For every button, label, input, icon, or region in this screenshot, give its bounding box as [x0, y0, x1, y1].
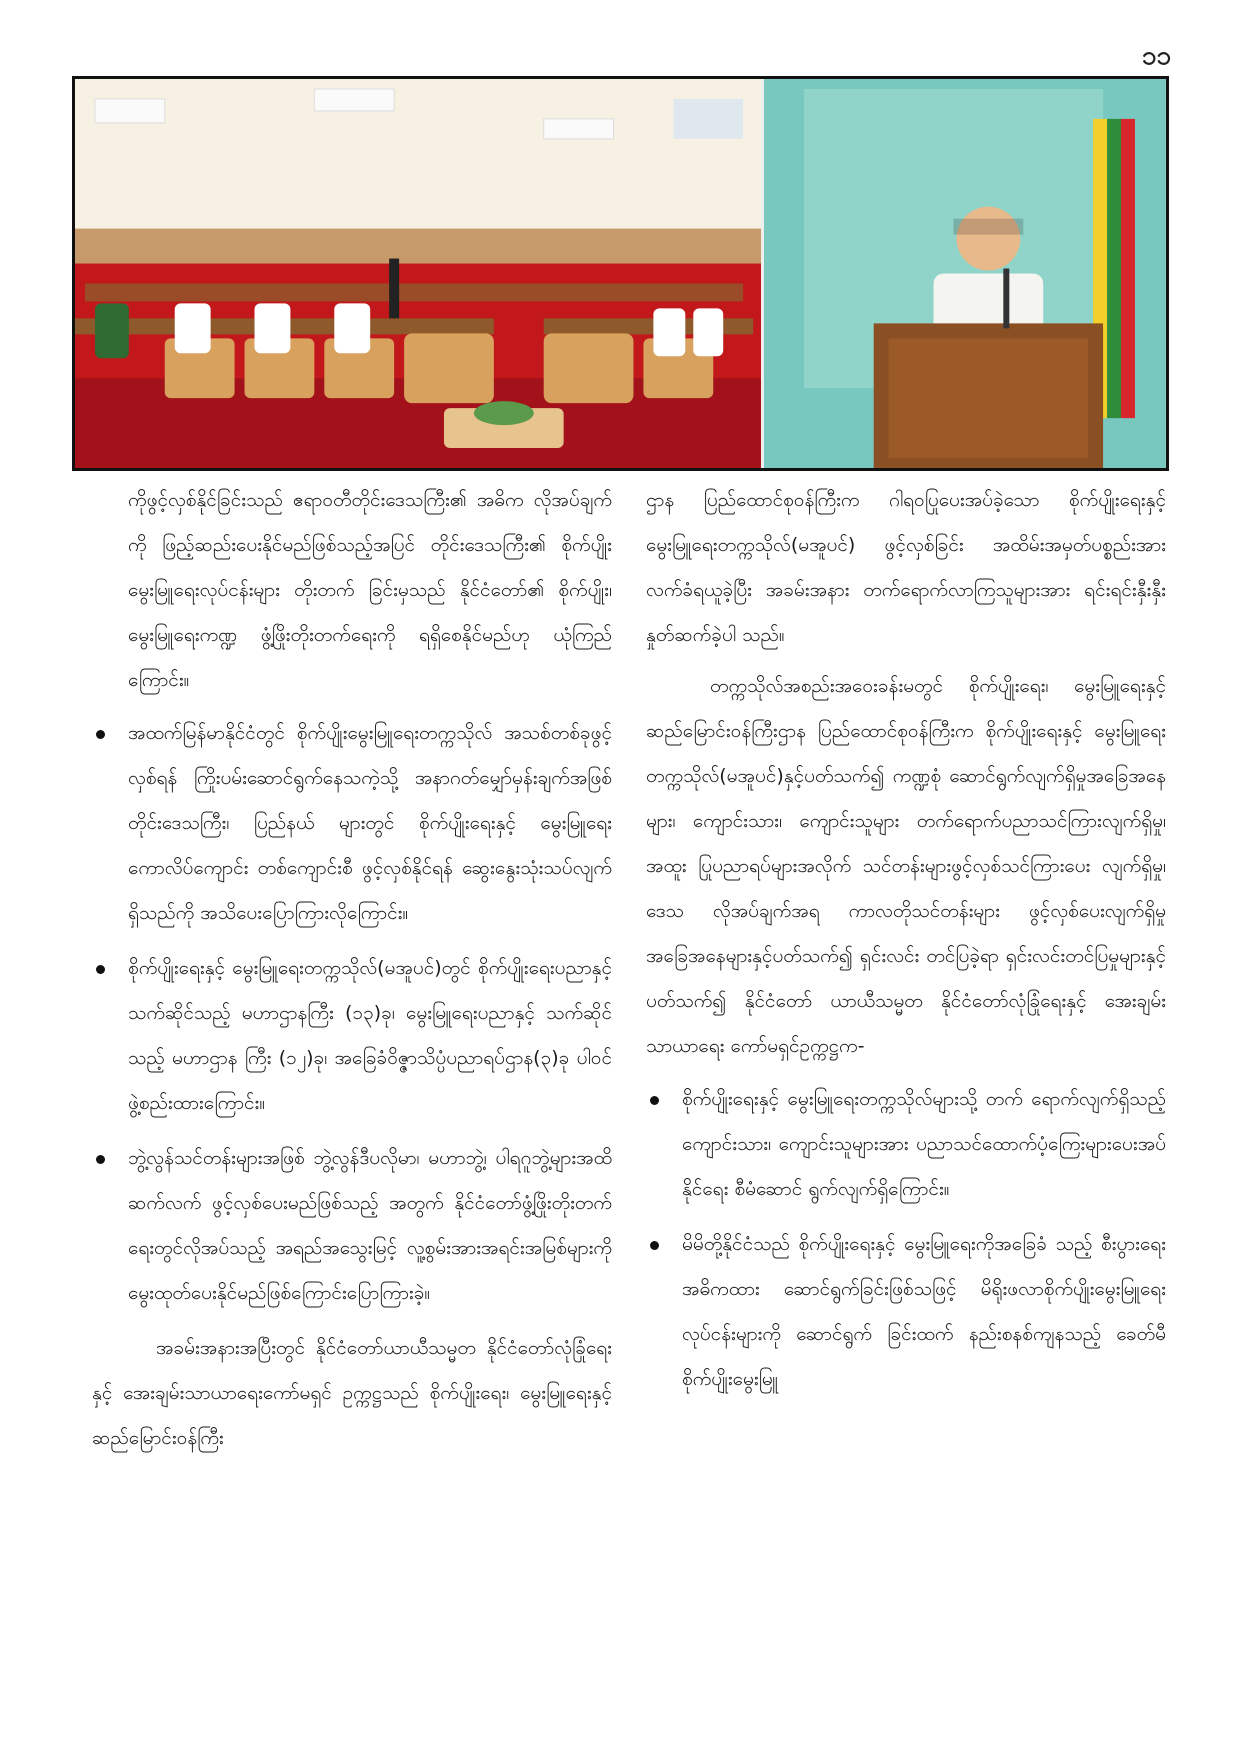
closing-paragraph: အခမ်းအနားအပြီးတွင် နိုင်ငံတော်ယာယီသမ္မတ နိုင်ငံတော်လုံခြုံရေးနှင့် အေးချမ်းသာယာရေးကော်မရှင် ဥက္ကဋ္ဌသည် စိုက်ပျိုးရေး၊ မွေးမြူရေးနှင့် ဆည်မြောင်းဝန်ကြီး: [92, 1337, 612, 1449]
bullet-icon: [650, 1241, 659, 1250]
bullet-icon: [96, 730, 105, 739]
right-paragraph: တက္ကသိုလ်အစည်းအဝေးခန်းမတွင် စိုက်ပျိုးရေး၊ မွေးမြူရေးနှင့် ဆည်မြောင်းဝန်ကြီးဌာန ပြည်ထောင်စုဝန်ကြီးက စိုက်ပျိုးရေးနှင့် မွေးမြူရေးတက္ကသိုလ်(မအူပင်)နှင့်ပတ်သက်၍ ကဏ္ဍစုံ ဆောင်ရွက်လျက်ရှိမှုအခြေအနေများ၊ ကျောင်းသား၊ ကျောင်းသူများ တက်ရောက်ပညာသင်ကြားလျက်ရှိမှု၊ အထူး ပြုပညာရပ်များအလိုက် သင်တန်းများဖွင့်လှစ်သင်ကြားပေး လျက်ရှိမှု၊ ဒေသ လိုအပ်ချက်အရ ကာလတိုသင်တန်းများ ဖွင့်လှစ်ပေးလျက်ရှိမှု အခြေအနေများနှင့်ပတ်သက်၍ ရှင်းလင်း တင်ပြခဲ့ရာ ရှင်းလင်းတင်ပြမှုများနှင့်ပတ်သက်၍ နိုင်ငံတော် ယာယီသမ္မတ နိုင်ငံတော်လုံခြုံရေးနှင့် အေးချမ်းသာယာရေး ကော်မရှင်ဥက္ကဋ္ဌက-: [646, 675, 1166, 1057]
right-column: [646, 478, 1166, 1412]
photo-frame: [72, 76, 1169, 471]
speaker-at-podium-photo: [761, 79, 1166, 468]
bullet-icon: [96, 965, 105, 974]
list-item: အထက်မြန်မာနိုင်ငံတွင် စိုက်ပျိုးမွေးမြူရေးတက္ကသိုလ် အသစ်တစ်ခုဖွင့်လှစ်ရန် ကြိုးပမ်းဆောင်ရွက်နေသကဲ့သို့ အနာဂတ်မျှော်မှန်းချက်အဖြစ် တိုင်းဒေသကြီး၊ ပြည်နယ် များတွင် စိုက်ပျိုးရေးနှင့် မွေးမြူရေးကောလိပ်ကျောင်း တစ်ကျောင်းစီ ဖွင့်လှစ်နိုင်ရန် ဆွေးနွေးသုံးသပ်လျက် ရှိသည်ကို အသိပေးပြောကြားလိုကြောင်း။: [92, 711, 612, 936]
right-bullet-list: [646, 1077, 1166, 1402]
intro-continuation: ကိုဖွင့်လှစ်နိုင်ခြင်းသည် ဧရာဝတီတိုင်းဒေသကြီး၏ အဓိက လိုအပ်ချက်ကို ဖြည့်ဆည်းပေးနိုင်မည်ဖြစ်သည့်အပြင် တိုင်းဒေသကြီး၏ စိုက်ပျိုးမွေးမြူရေးလုပ်ငန်းများ တိုးတက် ခြင်းမှသည် နိုင်ငံတော်၏ စိုက်ပျိုး၊ မွေးမြူရေးကဏ္ဍ ဖွံ့ဖြိုးတိုးတက်ရေးကို ရရှိစေနိုင်မည်ဟု ယုံကြည်ကြောင်း။: [128, 489, 612, 691]
bullet-icon: [650, 1096, 659, 1105]
meeting-hall-photo: [75, 79, 761, 468]
right-continuation: ဌာန ပြည်ထောင်စုဝန်ကြီးက ဂါရဝပြုပေးအပ်ခဲ့သော စိုက်ပျိုးရေးနှင့် မွေးမြူရေးတက္ကသိုလ်(မအူပင်) ဖွင့်လှစ်ခြင်း အထိမ်းအမှတ်ပစ္စည်းအား လက်ခံရယူခဲ့ပြီး အခမ်းအနား တက်ရောက်လာကြသူများအား ရင်းရင်းနှီးနှီးနှုတ်ဆက်ခဲ့ပါ သည်။: [646, 489, 1166, 646]
list-item: စိုက်ပျိုးရေးနှင့် မွေးမြူရေးတက္ကသိုလ်(မအူပင်)တွင် စိုက်ပျိုးရေးပညာနှင့် သက်ဆိုင်သည့် မဟာဌာနကြီး (၁၃)ခု၊ မွေးမြူရေးပညာနှင့် သက်ဆိုင်သည့် မဟာဌာန ကြီး (၁၂)ခု၊ အခြေခံဝိဇ္ဇာသိပ္ပံပညာရပ်ဌာန(၃)ခု ပါဝင် ဖွဲ့စည်းထားကြောင်း။: [92, 946, 612, 1126]
left-column: [92, 478, 612, 1467]
left-bullet-list: [92, 711, 612, 1316]
list-item: ဘွဲ့လွန်သင်တန်းများအဖြစ် ဘွဲ့လွန်ဒီပလိုမာ၊ မဟာဘွဲ့၊ ပါရဂူဘွဲ့များအထိ ဆက်လက် ဖွင့်လှစ်ပေးမည်ဖြစ်သည့် အတွက် နိုင်ငံတော်ဖွံ့ဖြိုးတိုးတက်ရေးတွင်လိုအပ်သည့် အရည်အသွေးမြင့် လူ့စွမ်းအားအရင်းအမြစ်များကို မွေးထုတ်ပေးနိုင်မည်ဖြစ်ကြောင်းပြောကြားခဲ့။: [92, 1136, 612, 1316]
bullet-icon: [96, 1155, 105, 1164]
page-number: ၁၁: [1141, 41, 1171, 71]
list-item: မိမိတို့နိုင်ငံသည် စိုက်ပျိုးရေးနှင့် မွေးမြူရေးကိုအခြေခံ သည့် စီးပွားရေးအဓိကထား ဆောင်ရွက်ခြင်းဖြစ်သဖြင့် မိရိုးဖလာစိုက်ပျိုးမွေးမြူရေးလုပ်ငန်းများကို ဆောင်ရွက် ခြင်းထက် နည်းစနစ်ကျနသည့် ခေတ်မီစိုက်ပျိုးမွေးမြူ: [646, 1222, 1166, 1402]
list-item: စိုက်ပျိုးရေးနှင့် မွေးမြူရေးတက္ကသိုလ်များသို့ တက် ရောက်လျက်ရှိသည့် ကျောင်းသား၊ ကျောင်းသူများအား ပညာသင်ထောက်ပံ့ကြေးများပေးအပ်နိုင်ရေး စီမံဆောင် ရွက်လျက်ရှိကြောင်း။: [646, 1077, 1166, 1212]
